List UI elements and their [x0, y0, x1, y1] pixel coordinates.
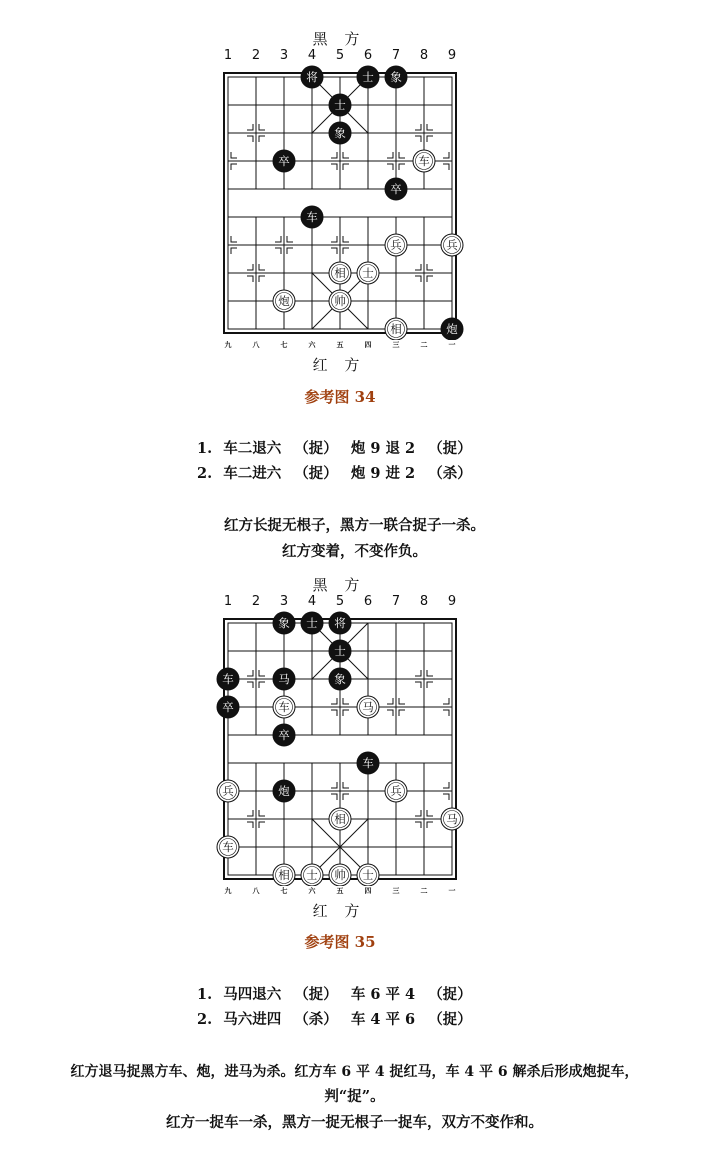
red-move: 车二退六	[223, 440, 282, 457]
col-number: 7	[391, 48, 401, 63]
piece-label: 象	[390, 70, 402, 85]
black-piece[interactable]	[273, 780, 295, 802]
comment-line: 判“捉”。	[324, 1088, 385, 1105]
position-marker	[331, 794, 337, 800]
position-marker	[247, 124, 253, 130]
piece-label: 兵	[222, 784, 234, 799]
piece-label: 车	[278, 700, 290, 715]
position-marker	[415, 264, 421, 270]
position-marker	[247, 822, 253, 828]
black-move: 车 4 平 6	[350, 1011, 416, 1028]
position-marker	[443, 698, 449, 704]
piece-label: 士	[334, 644, 346, 659]
black-piece[interactable]	[441, 318, 463, 340]
black-piece[interactable]	[273, 612, 295, 634]
position-marker	[427, 670, 433, 676]
red-piece[interactable]	[357, 864, 379, 886]
red-piece[interactable]	[441, 234, 463, 256]
red-piece[interactable]	[217, 836, 239, 858]
piece-label: 将	[306, 70, 318, 85]
figure-caption-34: 参考图 34	[304, 388, 376, 406]
red-piece[interactable]	[329, 808, 351, 830]
figure-caption-35: 参考图 35	[304, 933, 376, 951]
position-marker	[427, 682, 433, 688]
col-number: 4	[307, 594, 317, 609]
red-piece[interactable]	[273, 290, 295, 312]
position-marker	[259, 124, 265, 130]
black-move: 炮 9 进 2	[350, 465, 416, 482]
position-marker	[443, 164, 449, 170]
piece-label: 象	[278, 616, 290, 631]
red-move: 马六进四	[223, 1011, 282, 1028]
col-chinese: 二	[420, 887, 428, 895]
piece-label: 相	[390, 322, 402, 337]
position-marker	[331, 710, 337, 716]
black-piece[interactable]	[329, 640, 351, 662]
col-chinese: 七	[280, 341, 288, 349]
position-marker	[443, 782, 449, 788]
red-piece[interactable]	[329, 864, 351, 886]
move-line-2	[197, 1008, 472, 1029]
black-piece[interactable]	[329, 612, 351, 634]
piece-label: 相	[278, 868, 290, 883]
red-piece[interactable]	[329, 290, 351, 312]
col-chinese: 一	[448, 887, 456, 895]
col-chinese: 四	[364, 341, 372, 349]
board-35-bottom-label: 红 方	[312, 902, 366, 920]
position-marker	[259, 276, 265, 282]
black-piece[interactable]	[301, 612, 323, 634]
position-marker	[399, 698, 405, 704]
position-marker	[287, 236, 293, 242]
piece-label: 车	[362, 756, 374, 771]
position-marker	[259, 264, 265, 270]
piece-label: 士	[362, 70, 374, 85]
position-marker	[231, 236, 237, 242]
col-chinese: 三	[392, 887, 400, 895]
board-34-top-label: 黑 方	[312, 30, 366, 48]
red-piece[interactable]	[441, 808, 463, 830]
position-marker	[427, 264, 433, 270]
piece-label: 兵	[390, 238, 402, 253]
position-marker	[427, 124, 433, 130]
position-marker	[231, 152, 237, 158]
board-34-bottom-label: 红 方	[312, 356, 366, 374]
comment-line: 红方变着，不变作负。	[282, 543, 427, 560]
black-piece[interactable]	[217, 668, 239, 690]
piece-label: 象	[334, 126, 346, 141]
position-marker	[415, 124, 421, 130]
col-chinese: 五	[336, 341, 344, 349]
piece-label: 相	[334, 812, 346, 827]
piece-label: 卒	[278, 154, 290, 169]
piece-label: 炮	[278, 294, 290, 309]
col-chinese: 五	[336, 887, 344, 895]
position-marker	[415, 670, 421, 676]
position-marker	[259, 136, 265, 142]
piece-label: 卒	[278, 728, 290, 743]
col-chinese: 六	[308, 887, 316, 895]
board-34	[205, 62, 475, 340]
position-marker	[343, 236, 349, 242]
black-piece[interactable]	[217, 696, 239, 718]
comment-line: 红方一捉车一杀，黑方一捉无根子一捉车，双方不变作和。	[166, 1114, 543, 1131]
piece-label: 卒	[390, 182, 402, 197]
black-piece[interactable]	[329, 122, 351, 144]
position-marker	[343, 782, 349, 788]
black-piece[interactable]	[329, 668, 351, 690]
black-move-tag: （捉）	[428, 986, 472, 1003]
piece-label: 车	[222, 840, 234, 855]
position-marker	[427, 276, 433, 282]
col-chinese: 七	[280, 887, 288, 895]
red-piece[interactable]	[329, 262, 351, 284]
position-marker	[287, 248, 293, 254]
piece-label: 兵	[390, 784, 402, 799]
move-number: 1.	[197, 986, 213, 1003]
col-number: 2	[251, 48, 261, 63]
col-number: 9	[447, 48, 457, 63]
black-piece[interactable]	[385, 178, 407, 200]
board-35	[205, 608, 475, 886]
position-marker	[331, 248, 337, 254]
piece-label: 士	[306, 616, 318, 631]
col-chinese: 九	[224, 341, 232, 349]
position-marker	[415, 136, 421, 142]
position-marker	[427, 810, 433, 816]
piece-label: 帅	[334, 294, 346, 309]
position-marker	[247, 136, 253, 142]
move-line-1	[197, 983, 472, 1004]
position-marker	[427, 822, 433, 828]
piece-label: 车	[306, 210, 318, 225]
position-marker	[427, 136, 433, 142]
red-piece[interactable]	[385, 234, 407, 256]
black-piece[interactable]	[329, 94, 351, 116]
red-piece[interactable]	[273, 696, 295, 718]
black-move-tag: （捉）	[428, 1011, 472, 1028]
black-piece[interactable]	[301, 206, 323, 228]
black-move: 车 6 平 4	[350, 986, 416, 1003]
red-piece[interactable]	[385, 318, 407, 340]
position-marker	[259, 822, 265, 828]
col-number: 7	[391, 594, 401, 609]
red-move-tag: （捉）	[294, 465, 338, 482]
red-move-tag: （捉）	[294, 440, 338, 457]
col-number: 5	[335, 594, 345, 609]
col-chinese: 四	[364, 887, 372, 895]
col-chinese: 八	[252, 887, 260, 895]
piece-label: 卒	[222, 700, 234, 715]
col-number: 8	[419, 48, 429, 63]
col-chinese: 一	[448, 341, 456, 349]
position-marker	[275, 248, 281, 254]
move-line-1	[197, 437, 472, 458]
piece-label: 相	[334, 266, 346, 281]
position-marker	[443, 152, 449, 158]
position-marker	[331, 782, 337, 788]
red-move: 马四退六	[223, 986, 282, 1003]
piece-label: 将	[334, 616, 346, 631]
red-piece[interactable]	[385, 780, 407, 802]
position-marker	[343, 164, 349, 170]
position-marker	[247, 810, 253, 816]
col-number: 4	[307, 48, 317, 63]
board-35-top-label: 黑 方	[312, 576, 366, 594]
black-move: 炮 9 退 2	[350, 440, 416, 457]
piece-label: 象	[334, 672, 346, 687]
piece-label: 士	[306, 868, 318, 883]
col-number: 3	[279, 594, 289, 609]
col-number: 2	[251, 594, 261, 609]
black-piece[interactable]	[357, 752, 379, 774]
position-marker	[415, 822, 421, 828]
col-number: 3	[279, 48, 289, 63]
red-piece[interactable]	[357, 262, 379, 284]
red-move-tag: （杀）	[294, 1011, 338, 1028]
black-piece[interactable]	[273, 668, 295, 690]
piece-label: 士	[362, 868, 374, 883]
piece-label: 士	[334, 98, 346, 113]
position-marker	[343, 794, 349, 800]
position-marker	[387, 152, 393, 158]
col-number: 1	[223, 48, 233, 63]
move-number: 2.	[197, 1011, 213, 1028]
position-marker	[247, 264, 253, 270]
piece-label: 车	[222, 672, 234, 687]
red-piece[interactable]	[217, 780, 239, 802]
comment-line: 红方长捉无根子，黑方一联合捉子一杀。	[224, 517, 485, 534]
red-piece[interactable]	[413, 150, 435, 172]
red-piece[interactable]	[301, 864, 323, 886]
position-marker	[415, 810, 421, 816]
black-piece[interactable]	[357, 66, 379, 88]
piece-label: 帅	[334, 868, 346, 883]
position-marker	[331, 152, 337, 158]
black-piece[interactable]	[273, 724, 295, 746]
move-number: 1.	[197, 440, 213, 457]
red-piece[interactable]	[273, 864, 295, 886]
position-marker	[415, 276, 421, 282]
black-piece[interactable]	[301, 66, 323, 88]
position-marker	[399, 164, 405, 170]
col-number: 9	[447, 594, 457, 609]
position-marker	[387, 164, 393, 170]
piece-label: 炮	[446, 322, 458, 337]
position-marker	[259, 810, 265, 816]
col-chinese: 三	[392, 341, 400, 349]
position-marker	[387, 710, 393, 716]
position-marker	[247, 682, 253, 688]
col-number: 1	[223, 594, 233, 609]
col-chinese: 九	[224, 887, 232, 895]
position-marker	[343, 248, 349, 254]
position-marker	[387, 698, 393, 704]
red-move-tag: （捉）	[294, 986, 338, 1003]
col-chinese: 六	[308, 341, 316, 349]
position-marker	[443, 710, 449, 716]
col-chinese: 二	[420, 341, 428, 349]
piece-label: 兵	[446, 238, 458, 253]
position-marker	[343, 152, 349, 158]
comment-line: 红方退马捉黑方车、炮，进马为杀。红方车 6 平 4 捉红马，车 4 平 6 解杀后形成炮捉车，	[70, 1064, 639, 1080]
position-marker	[247, 276, 253, 282]
piece-label: 马	[362, 700, 374, 715]
col-number: 6	[363, 48, 373, 63]
piece-label: 马	[446, 812, 458, 827]
position-marker	[415, 682, 421, 688]
position-marker	[343, 710, 349, 716]
piece-label: 炮	[278, 784, 290, 799]
position-marker	[331, 236, 337, 242]
position-marker	[399, 152, 405, 158]
black-piece[interactable]	[273, 150, 295, 172]
piece-label: 马	[278, 672, 290, 687]
black-piece[interactable]	[385, 66, 407, 88]
piece-label: 士	[362, 266, 374, 281]
position-marker	[231, 164, 237, 170]
position-marker	[399, 710, 405, 716]
position-marker	[259, 682, 265, 688]
col-number: 8	[419, 594, 429, 609]
position-marker	[275, 236, 281, 242]
position-marker	[231, 248, 237, 254]
move-number: 2.	[197, 465, 213, 482]
piece-label: 车	[418, 154, 430, 169]
red-move: 车二进六	[223, 465, 282, 482]
position-marker	[331, 698, 337, 704]
col-chinese: 八	[252, 341, 260, 349]
col-number: 5	[335, 48, 345, 63]
red-piece[interactable]	[357, 696, 379, 718]
col-number: 6	[363, 594, 373, 609]
position-marker	[343, 698, 349, 704]
move-line-2	[197, 462, 472, 483]
black-move-tag: （捉）	[428, 440, 472, 457]
position-marker	[331, 164, 337, 170]
position-marker	[443, 794, 449, 800]
position-marker	[259, 670, 265, 676]
black-move-tag: （杀）	[428, 465, 472, 482]
position-marker	[247, 670, 253, 676]
